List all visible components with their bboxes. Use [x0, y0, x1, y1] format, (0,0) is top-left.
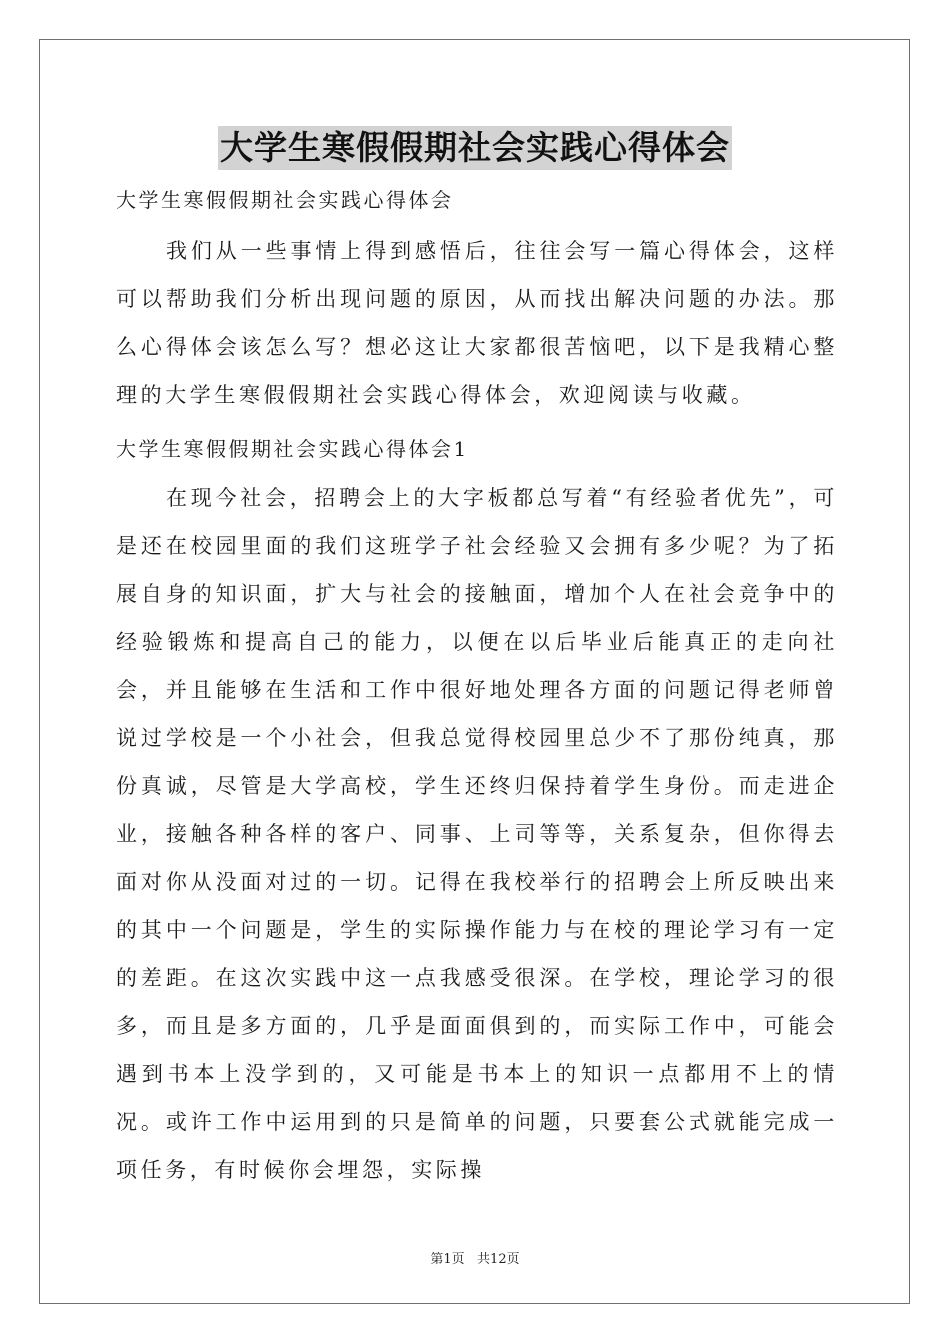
document-title [0, 126, 950, 170]
document-subtitle: 大学生寒假假期社会实践心得体会 [116, 188, 454, 212]
intro-paragraph: 我们从一些事情上得到感悟后，往往会写一篇心得体会，这样可以帮助我们分析出现问题的原因，从而找出解决问题的办法。那么心得体会该怎么写？想必这让大家都很苦恼吧，以下是我精心整理的大学生寒假假期社会实践心得体会，欢迎阅读与收藏。 [116, 239, 838, 407]
page-footer: 第1页 共12页 [430, 1252, 520, 1267]
body-paragraph: 在现今社会，招聘会上的大字板都总写着“有经验者优先”，可是还在校园里面的我们这班学子社会经验又会拥有多少呢？为了拓展自身的知识面，扩大与社会的接触面，增加个人在社会竞争中的经验锻炼和提高自己的能力，以便在以后毕业后能真正的走向社会，并且能够在生活和工作中很好地处理各方面的问题记得老师曾说过学校是一个小社会，但我总觉得校园里总少不了那份纯真，那份真诚，尽管是大学高校，学生还终归保持着学生身份。而走进企业，接触各种各样的客户、同事、上司等等，关系复杂，但你得去面对你从没面对过的一切。记得在我校举行的招聘会上所反映出来的其中一个问题是，学生的实际操作能力与在校的理论学习有一定的差距。在这次实践中这一点我感受很深。在学校，理论学习的很多，而且是多方面的，几乎是面面俱到的，而实际工作中，可能会遇到书本上没学到的，又可能是书本上的知识一点都用不上的情况。或许工作中运用到的只是简单的问题，只要套公式就能完成一项任务，有时候你会埋怨，实际操 [116, 486, 838, 1182]
document-title-text: 大学生寒假假期社会实践心得体会 [218, 126, 732, 170]
section-heading: 大学生寒假假期社会实践心得体会1 [116, 437, 469, 461]
